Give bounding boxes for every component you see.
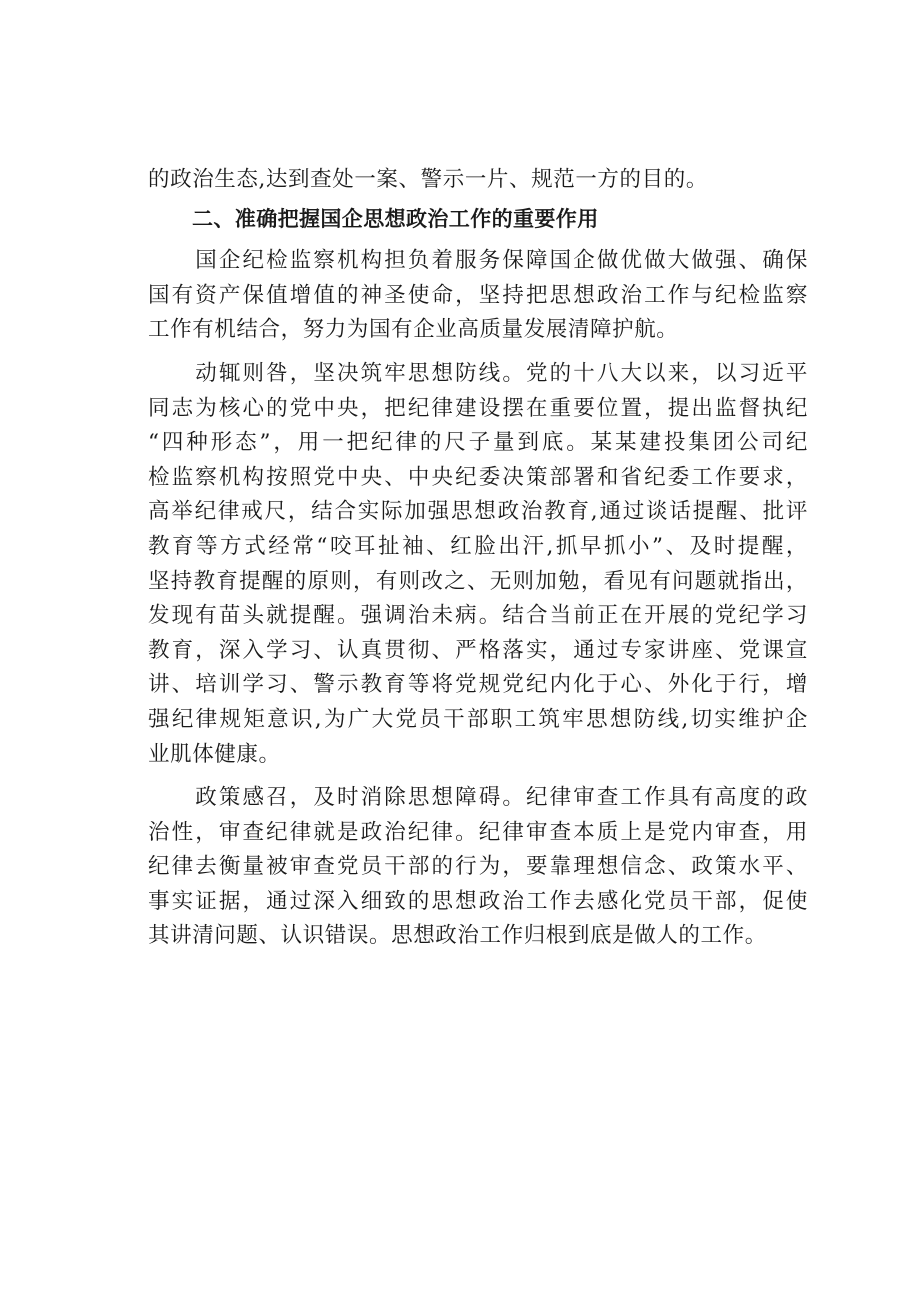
text-line: 教育，深入学习、认真贯彻、严格落实，通过专家讲座、党课宣 bbox=[148, 637, 808, 663]
text-line: 治性，审查纪律就是政治纪律。纪律审查本质上是党内审查，用 bbox=[148, 819, 808, 845]
text-line: 同志为核心的党中央，把纪律建设摆在重要位置，提出监督执纪 bbox=[148, 395, 808, 421]
section-heading: 二、准确把握国企思想政治工作的重要作用 bbox=[192, 206, 599, 231]
text-line: 发现有苗头就提醒。强调治未病。结合当前正在开展的党纪学习 bbox=[148, 603, 808, 629]
document-body bbox=[148, 163, 808, 954]
text-line: 检监察机构按照党中央、中央纪委决策部署和省纪委工作要求， bbox=[148, 464, 808, 490]
paragraph-3 bbox=[148, 781, 808, 954]
paragraph-2 bbox=[148, 357, 808, 772]
text-line: 纪律去衡量被审查党员干部的行为，要靠理想信念、政策水平、 bbox=[148, 854, 808, 880]
text-line: 其讲清问题、认识错误。思想政治工作归根到底是做人的工作。 bbox=[148, 923, 767, 949]
text-line: 事实证据，通过深入细致的思想政治工作去感化党员干部，促使 bbox=[148, 888, 808, 914]
text-line: 坚持教育提醒的原则，有则改之、无则加勉，看见有问题就指出， bbox=[148, 568, 808, 594]
text-line: 教育等方式经常“咬耳扯袖、红脸出汗,抓早抓小”、及时提醒， bbox=[148, 533, 808, 559]
text-line: 政策感召，及时消除思想障碍。纪律审查工作具有高度的政 bbox=[148, 785, 808, 811]
paragraph-1 bbox=[148, 244, 808, 348]
text-line: 强纪律规矩意识,为广大党员干部职工筑牢思想防线,切实维护企 bbox=[148, 706, 808, 732]
text-line: 的政治生态,达到查处一案、警示一片、规范一方的目的。 bbox=[148, 167, 708, 192]
text-line: 工作有机结合，努力为国有企业高质量发展清障护航。 bbox=[148, 317, 679, 343]
text-line: 业肌体健康。 bbox=[148, 741, 281, 767]
text-line: 讲、培训学习、警示教育等将党规党纪内化于心、外化于行，增 bbox=[148, 672, 808, 698]
text-line: “四种形态”，用一把纪律的尺子量到底。某某建投集团公司纪 bbox=[148, 430, 808, 456]
text-line: 国企纪检监察机构担负着服务保障国企做优做大做强、确保 bbox=[148, 248, 808, 274]
text-line: 高举纪律戒尺，结合实际加强思想政治教育,通过谈话提醒、批评 bbox=[148, 499, 808, 525]
text-line: 国有资产保值增值的神圣使命，坚持把思想政治工作与纪检监察 bbox=[148, 282, 808, 308]
text-line: 动辄则咎，坚决筑牢思想防线。党的十八大以来，以习近平 bbox=[148, 360, 808, 386]
